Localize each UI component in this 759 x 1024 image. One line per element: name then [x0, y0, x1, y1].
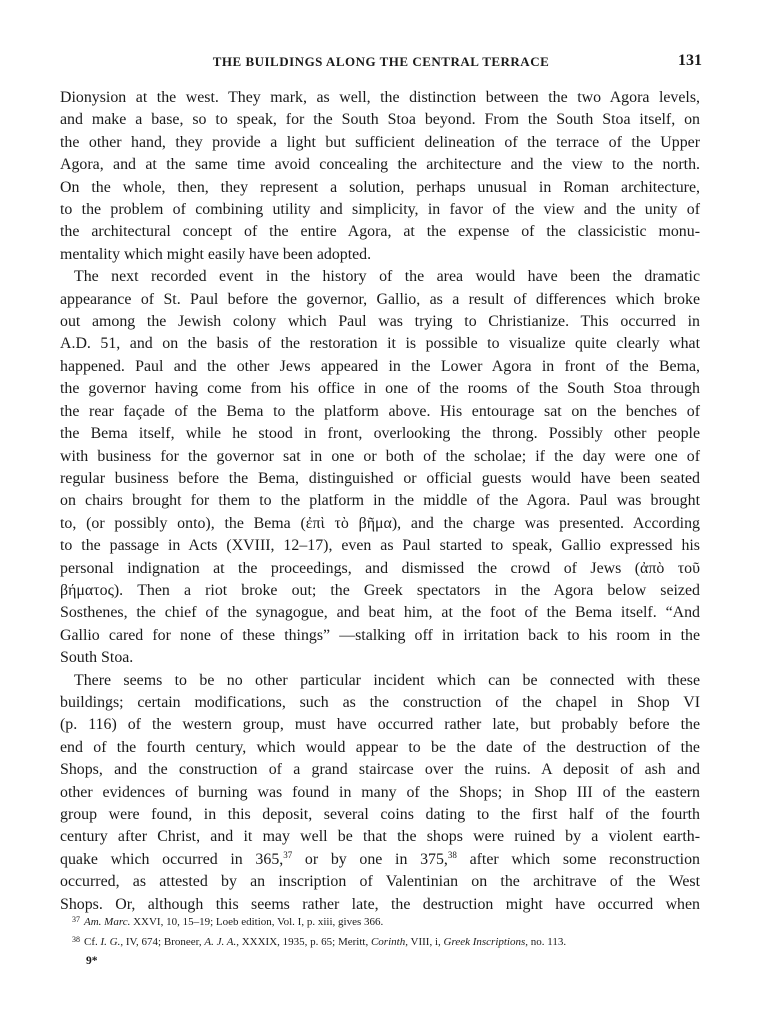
- footnote-italic: Am. Marc.: [84, 916, 131, 928]
- text-line: the architectural concept of the entire Agora, at the expense of the classicistic monu-: [60, 223, 700, 241]
- text-line: A.D. 51, and on the basis of the restoration it is possible to visualize quite clearly what: [60, 335, 700, 353]
- text-line: buildings; certain modifications, such as the construction of the chapel in Shop VI: [60, 693, 700, 711]
- text-line: There seems to be no other particular incident which can be connected with these: [74, 671, 700, 689]
- text-line: to, (or possibly onto), the Bema (ἐπὶ τὸ βῆμα), and the charge was presented. According: [60, 514, 700, 532]
- footnote-italic: A. J. A.: [204, 936, 237, 948]
- text-line: other evidences of burning was found in many of the Shops; in Shop III of the eastern: [60, 783, 700, 801]
- text-line: and make a base, so to speak, for the South Stoa beyond. From the South Stoa itself, on: [60, 111, 700, 129]
- text-line: The next recorded event in the history of the area would have been the dramatic: [74, 268, 700, 286]
- paragraph-3: [60, 670, 700, 916]
- footnote-text: Cf.: [84, 936, 101, 948]
- text-line: South Stoa.: [60, 649, 134, 667]
- text-line: on chairs brought for them to the platform in the middle of the Agora. Paul was brought: [60, 492, 700, 510]
- text-line: happened. Paul and the other Jews appeared in the Lower Agora in front of the Bema,: [60, 357, 700, 375]
- text-line: to the passage in Acts (XVIII, 12–17), even as Paul started to speak, Gallio expressed his: [60, 537, 700, 555]
- text-line-with-footnote-refs: [60, 849, 700, 871]
- footnotes: [60, 911, 700, 951]
- paragraph-2: [60, 266, 700, 669]
- text-line: the governor having come from his office in one of the rooms of the South Stoa through: [60, 380, 700, 398]
- text-line: Gallio cared for none of these things” —stalking off in irritation back to his room in the: [60, 626, 700, 644]
- signature-mark: 9*: [86, 955, 98, 967]
- footnote-italic: I. G.: [100, 936, 121, 948]
- footnote-ref-37[interactable]: 37: [283, 849, 293, 860]
- text-line: end of the fourth century, which would appear to be the date of the destruction of the: [60, 738, 700, 756]
- text-line: the Bema itself, while he stood in front, overlooking the throng. Possibly other people: [60, 425, 700, 443]
- text-line: to the problem of combining utility and simplicity, in favor of the view and the unity of: [60, 201, 700, 219]
- footnote-text: , VIII, i,: [405, 936, 444, 948]
- text-line: personal indignation at the proceedings, and dismissed the crowd of Jews (ἀπὸ τοῦ: [60, 559, 700, 577]
- footnote-text: , no. 113.: [525, 936, 567, 948]
- text-line: century after Christ, and it may well be that the shops were ruined by a violent earth-: [60, 828, 700, 846]
- text-line: Shops, and the construction of a grand staircase over the ruins. A deposit of ash and: [60, 761, 700, 779]
- text-line: (p. 116) of the western group, must have occurred rather late, but probably before the: [60, 716, 700, 734]
- text-line: the other hand, they provide a light but sufficient delineation of the terrace of the Upper: [60, 133, 700, 151]
- text-line: Sosthenes, the chief of the synagogue, and beat him, at the foot of the Bema itself. “And: [60, 604, 700, 622]
- text-line: with business for the governor sat in one or both of the scholae; if the day were one of: [60, 447, 700, 465]
- paragraph-1: [60, 87, 700, 266]
- page-number: 131: [678, 52, 702, 69]
- running-head-title: THE BUILDINGS ALONG THE CENTRAL TERRACE: [212, 54, 550, 69]
- text-line: βήματος). Then a riot broke out; the Greek spectators in the Agora below seized: [60, 581, 700, 599]
- text-line: occurred, as attested by an inscription of Valentinian on the architrave of the West: [60, 873, 700, 891]
- footnote-number: 37: [72, 915, 80, 924]
- text-line: regular business before the Bema, distinguished or official guests would have been seated: [60, 469, 700, 487]
- footnote-italic: Greek Inscriptions: [443, 936, 526, 948]
- text-segment: after which some reconstruction: [456, 850, 700, 868]
- text-line: the rear façade of the Bema to the platform above. His entourage sat on the benches of: [60, 402, 700, 420]
- text-line: appearance of St. Paul before the governor, Gallio, as a result of differences which broke: [60, 290, 700, 308]
- text-line: mentality which might easily have been adopted.: [60, 245, 372, 263]
- body-text: [60, 87, 700, 916]
- text-segment: or by one in 375,: [292, 850, 448, 868]
- text-line: On the whole, then, they represent a solution, perhaps unusual in Roman architecture,: [60, 178, 700, 196]
- footnote-number: 38: [72, 935, 80, 944]
- running-head: [60, 52, 702, 74]
- text-line: out among the Jewish colony which Paul was trying to Christianize. This occurred in: [60, 313, 700, 331]
- text-line: Agora, and at the same time avoid concealing the architecture and the view to the north.: [60, 156, 700, 174]
- footnote-text: XXVI, 10, 15–19; Loeb edition, Vol. I, p. xiii, gives 366.: [130, 916, 384, 928]
- text-line: Shops. Or, although this seems rather late, the destruction might have occurred when: [60, 895, 700, 913]
- footnote-text: , IV, 674; Broneer,: [120, 936, 205, 948]
- text-line: group were found, in this deposit, several coins dating to the first half of the fourth: [60, 806, 700, 823]
- text-segment: quake which occurred in 365,: [60, 850, 284, 868]
- footnote-38: [60, 931, 700, 951]
- footnote-text: , XXXIX, 1935, p. 65; Meritt,: [236, 936, 371, 948]
- footnote-37: [60, 911, 700, 931]
- footnote-ref-38[interactable]: 38: [447, 849, 457, 860]
- text-line: Dionysion at the west. They mark, as well, the distinction between the two Agora levels,: [60, 89, 700, 106]
- footnote-italic: Corinth: [370, 936, 406, 948]
